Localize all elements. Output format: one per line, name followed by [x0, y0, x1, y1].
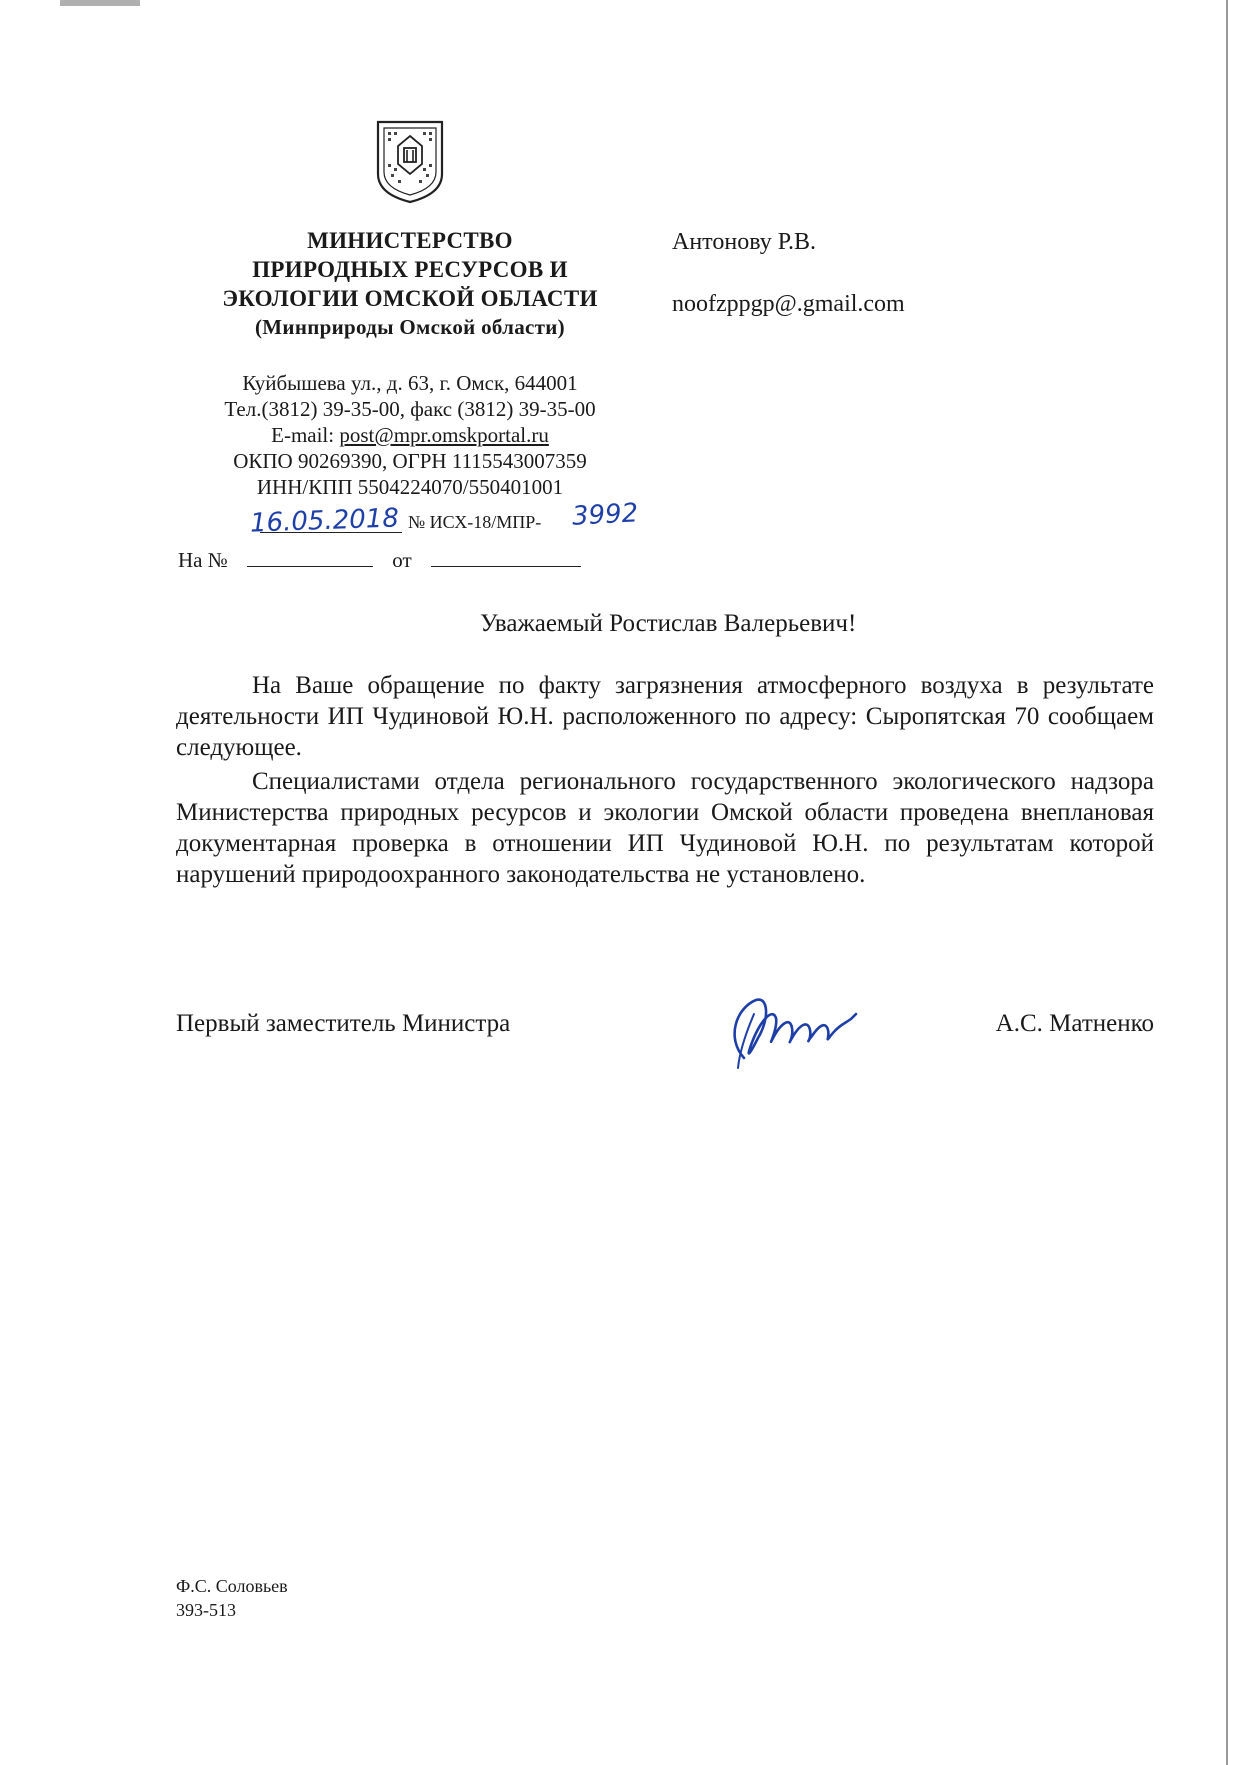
scan-edge-top [60, 0, 140, 6]
coat-of-arms-icon [374, 118, 446, 204]
recipient-name: Антонову Р.В. [672, 229, 817, 255]
recipient-email: noofzppgp@.gmail.com [672, 291, 905, 317]
signature-block [176, 1010, 1154, 1100]
handwritten-signature [706, 978, 886, 1078]
body-paragraph: Специалистами отдела регионального государственного экологического надзора Министерства природных ресурсов и экологии Омской области проведена внеплановая документарная проверка в отношении ИП Чудиновой Ю.Н. по результатам которой нарушений природоохранного законодательства не установлено. [176, 768, 1154, 888]
outgoing-number [180, 498, 680, 539]
reference-no-label: На № [178, 548, 228, 572]
letter-body [176, 670, 1154, 893]
reference-no-blank [247, 548, 373, 567]
inn-kpp: ИНН/КПП 5504224070/550401001 [256, 475, 564, 499]
email-link[interactable]: post@mpr.omskportal.ru [339, 423, 549, 447]
ministry-short-name: (Минприроды Омской области) [255, 315, 565, 339]
email-label: E-mail: [271, 423, 340, 447]
ministry-name-line: ЭКОЛОГИИ ОМСКОЙ ОБЛАСТИ [222, 286, 598, 311]
handwritten-number: 3992 [571, 498, 639, 532]
okpo-ogrn: ОКПО 90269390, ОГРН 1115543007359 [233, 449, 587, 473]
executor-info [176, 1574, 288, 1622]
ministry-name-line: МИНИСТЕРСТВО [307, 228, 513, 253]
executor-phone: 393-513 [176, 1600, 236, 1620]
address: Куйбышева ул., д. 63, г. Омск, 644001 [242, 371, 578, 395]
salutation: Уважаемый Ростислав Валерьевич! [480, 610, 857, 637]
body-paragraph: На Ваше обращение по факту загрязнения атмосферного воздуха в результате деятельности ИП Чудиновой Ю.Н. расположенного по адресу: Сыропятская 70 сообщаем следующее. [176, 672, 1154, 761]
signatory-name: А.С. Матненко [995, 1010, 1154, 1037]
ministry-header [180, 226, 640, 342]
ministry-requisites [180, 370, 640, 500]
handwritten-date: 16.05.2018 [249, 503, 400, 539]
email-line [180, 422, 640, 448]
phone-fax: Тел.(3812) 39-35-00, факс (3812) 39-35-00 [224, 397, 596, 421]
reference-from-label: от [392, 548, 412, 572]
reference-line [178, 548, 598, 578]
ministry-name-line: ПРИРОДНЫХ РЕСУРСОВ И [252, 257, 568, 282]
reference-date-blank [431, 548, 581, 567]
recipient-block [672, 226, 905, 320]
signatory-position: Первый заместитель Министра [176, 1010, 511, 1037]
outgoing-number-label: № ИСХ-18/МПР- [408, 512, 542, 532]
scan-edge-right [1226, 0, 1228, 1765]
executor-name: Ф.С. Соловьев [176, 1576, 288, 1596]
